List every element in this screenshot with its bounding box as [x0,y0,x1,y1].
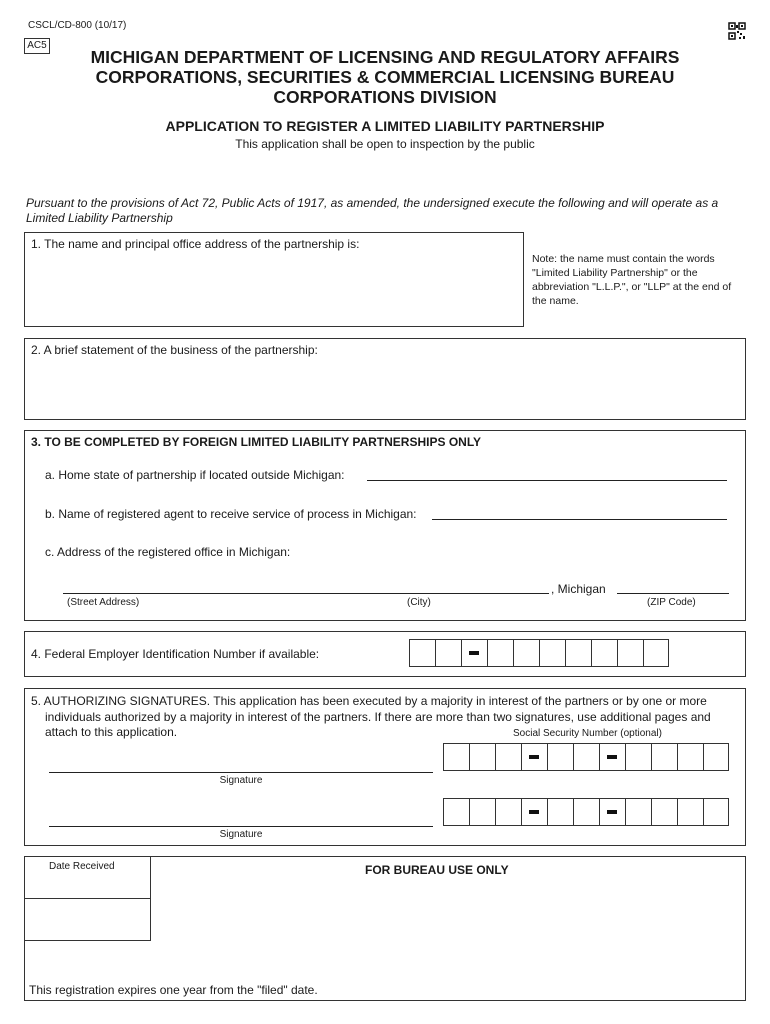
ssn-input-2[interactable] [443,798,729,826]
home-state-label: a. Home state of partnership if located outside Michigan: [45,468,345,482]
ssn-digit[interactable] [651,743,677,771]
fein-input[interactable] [409,639,669,667]
ssn-digit[interactable] [703,743,729,771]
zip-input[interactable] [617,593,729,594]
name-note: Note: the name must contain the words "Limited Liability Partnership" or the abbreviation "L.L.P.", or "LLP" at the end of the name. [532,253,732,307]
form-subtitle: This application shall be open to inspection by the public [235,137,535,151]
ssn-separator [521,798,547,826]
preamble-text: Pursuant to the provisions of Act 72, Public Acts of 1917, as amended, the undersigned execute the following and will operate as a Limited Liability Partnership [26,196,719,225]
ssn-digit[interactable] [625,743,651,771]
signature-caption-2: Signature [219,829,263,840]
ssn-digit[interactable] [495,798,521,826]
ssn-digit[interactable] [495,743,521,771]
city-caption: (City) [407,597,431,608]
ssn-digit[interactable] [573,798,599,826]
signature-line-2[interactable] [49,826,433,827]
ssn-separator [599,798,625,826]
ssn-digit[interactable] [703,798,729,826]
signature-caption-1: Signature [219,775,263,786]
ssn-separator [599,743,625,771]
fein-digit[interactable] [565,639,591,667]
bureau-heading: CORPORATIONS, SECURITIES & COMMERCIAL LICENSING BUREAU [95,67,675,87]
date-received-label: Date Received [49,861,115,872]
fein-digit[interactable] [591,639,617,667]
fein-digit[interactable] [409,639,435,667]
foreign-llp-section [24,430,746,621]
signatures-section [24,688,746,846]
ssn-digit[interactable] [469,743,495,771]
fein-separator [461,639,487,667]
ssn-digit[interactable] [625,798,651,826]
form-tag: AC5 [24,38,50,54]
fein-digit[interactable] [435,639,461,667]
registered-agent-input[interactable] [432,519,727,520]
section1-label: 1. The name and principal office address of the partnership is: [31,237,360,251]
fein-digit[interactable] [617,639,643,667]
registered-agent-label: b. Name of registered agent to receive service of process in Michigan: [45,507,417,521]
expiry-note: This registration expires one year from the "filed" date. [29,983,318,997]
fein-digit[interactable] [539,639,565,667]
form-code: CSCL/CD-800 (10/17) [28,20,127,31]
ssn-digit[interactable] [677,743,703,771]
department-heading: MICHIGAN DEPARTMENT OF LICENSING AND REGULATORY AFFAIRS [90,47,680,67]
ssn-digit[interactable] [469,798,495,826]
section5-label: 5. AUTHORIZING SIGNATURES. This application has been executed by a majority in interest of the partners or by one or more individuals authorized by a majority in interest of the partners. If there are more than two signatures, use additional pages and attach to this application. [31,694,711,739]
home-state-input[interactable] [367,480,727,481]
ssn-digit[interactable] [547,798,573,826]
bureau-use-section [24,856,746,1001]
signature-line-1[interactable] [49,772,433,773]
ssn-caption: Social Security Number (optional) [513,728,662,739]
fein-digit[interactable] [513,639,539,667]
registered-office-label: c. Address of the registered office in Michigan: [45,545,291,559]
date-received-value-box [24,898,151,941]
ssn-digit[interactable] [677,798,703,826]
date-received-box [24,856,151,899]
street-address-caption: (Street Address) [67,597,140,608]
ssn-digit[interactable] [443,743,469,771]
bureau-use-title: FOR BUREAU USE ONLY [365,863,509,877]
qr-code-icon [728,22,746,40]
ssn-digit[interactable] [573,743,599,771]
ssn-digit[interactable] [443,798,469,826]
ssn-input-1[interactable] [443,743,729,771]
ssn-separator [521,743,547,771]
section4-label: 4. Federal Employer Identification Number if available: [31,647,320,661]
fein-section [24,631,746,677]
ssn-digit[interactable] [547,743,573,771]
street-city-input[interactable] [63,593,549,594]
section3-label: 3. TO BE COMPLETED BY FOREIGN LIMITED LIABILITY PARTNERSHIPS ONLY [31,435,482,449]
partnership-name-field[interactable] [24,232,524,327]
zip-caption: (ZIP Code) [647,597,696,608]
division-heading: CORPORATIONS DIVISION [273,87,497,107]
form-title: APPLICATION TO REGISTER A LIMITED LIABILITY PARTNERSHIP [165,118,605,134]
section2-label: 2. A brief statement of the business of the partnership: [31,343,318,357]
business-statement-field[interactable] [24,338,746,420]
michigan-label: , Michigan [551,582,606,596]
fein-digit[interactable] [487,639,513,667]
fein-digit[interactable] [643,639,669,667]
ssn-digit[interactable] [651,798,677,826]
